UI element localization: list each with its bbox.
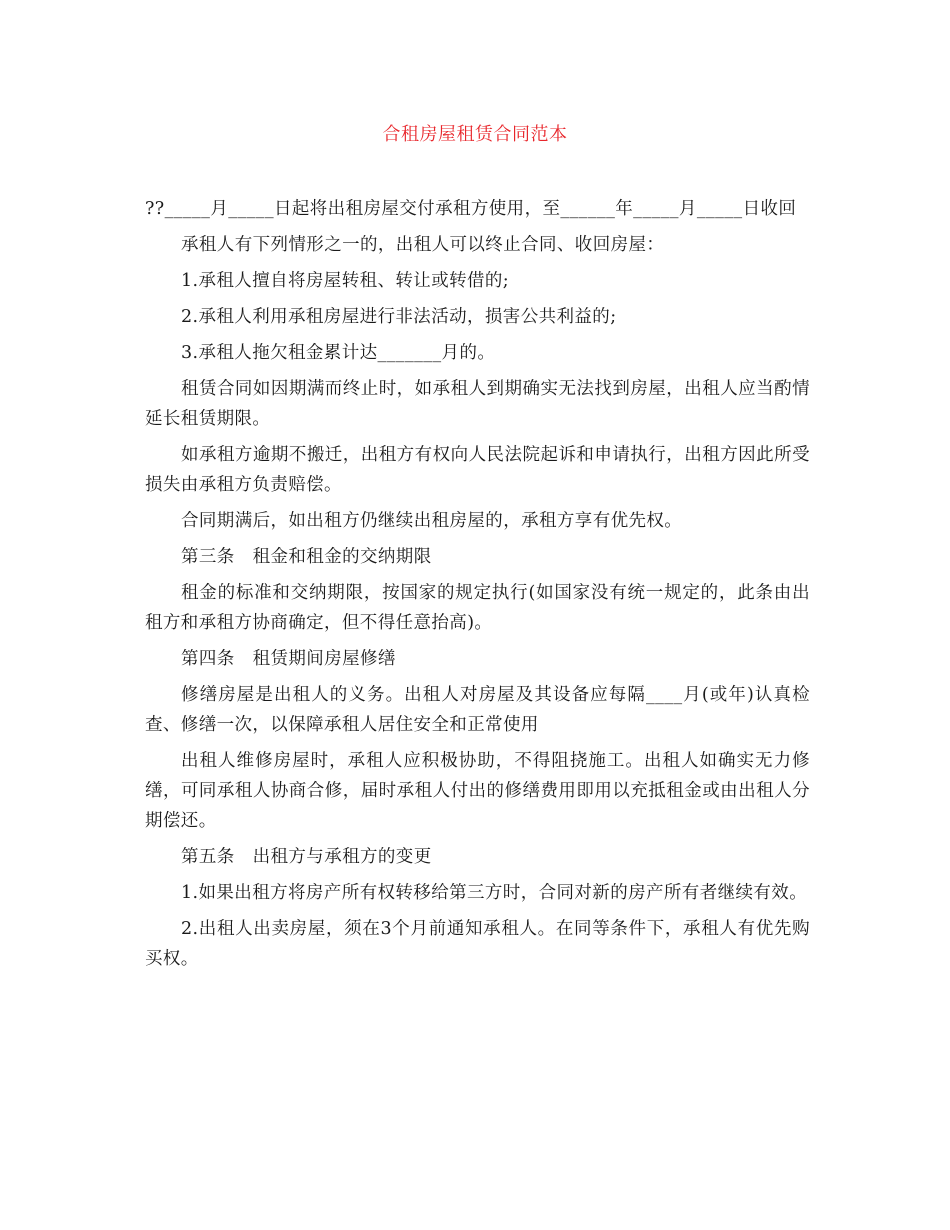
paragraph-overdue-relocation: 如承租方逾期不搬迁，出租方有权向人民法院起诉和申请执行，出租方因此所受损失由承租方负责赔偿。: [145, 445, 810, 495]
paragraph-repair-cooperation: 出租人维修房屋时，承租人应积极协助，不得阻挠施工。出租人如确实无力修缮，可同承租人协商合修，届时承租人付出的修缮费用即用以充抵租金或由出租人分期偿还。: [145, 751, 810, 831]
list-item-sublet: 1.承租人擅自将房屋转租、转让或转借的;: [181, 271, 510, 291]
paragraph-lease-extension: 租赁合同如因期满而终止时，如承租人到期确实无法找到房屋，出租人应当酌情延长租赁期限。: [145, 379, 810, 429]
section-heading-article-4: 第四条 租赁期间房屋修缮: [181, 649, 396, 669]
document-body: [145, 194, 810, 980]
section-heading-article-3: 第三条 租金和租金的交纳期限: [181, 547, 432, 567]
paragraph-delivery-period: ??_____月_____日起将出租房屋交付承租方使用，至______年_____月_____日收回: [145, 199, 797, 219]
paragraph-termination-conditions: 承租人有下列情形之一的，出租人可以终止合同、收回房屋：: [181, 235, 665, 255]
section-heading-article-5: 第五条 出租方与承租方的变更: [181, 847, 432, 867]
document-title: 合租房屋租赁合同范本: [382, 124, 568, 145]
paragraph-priority-right: 合同期满后，如出租方仍继续出租房屋的，承租方享有优先权。: [181, 511, 683, 531]
list-item-rent-arrears: 3.承租人拖欠租金累计达_______月的。: [181, 343, 496, 363]
list-item-ownership-transfer: 1.如果出租方将房产所有权转移给第三方时，合同对新的房产所有者继续有效。: [181, 883, 808, 903]
paragraph-rent-standard: 租金的标准和交纳期限，按国家的规定执行(如国家没有统一规定的，此条由出租方和承租方协商确定，但不得任意抬高)。: [145, 583, 810, 633]
list-item-illegal-activity: 2.承租人利用承租房屋进行非法活动，损害公共利益的;: [181, 307, 617, 327]
list-item-sale-notice: 2.出租人出卖房屋，须在3个月前通知承租人。在同等条件下，承租人有优先购买权。: [145, 919, 810, 969]
paragraph-repair-obligation: 修缮房屋是出租人的义务。出租人对房屋及其设备应每隔____月(或年)认真检查、修缮一次，以保障承租人居住安全和正常使用: [145, 685, 810, 735]
